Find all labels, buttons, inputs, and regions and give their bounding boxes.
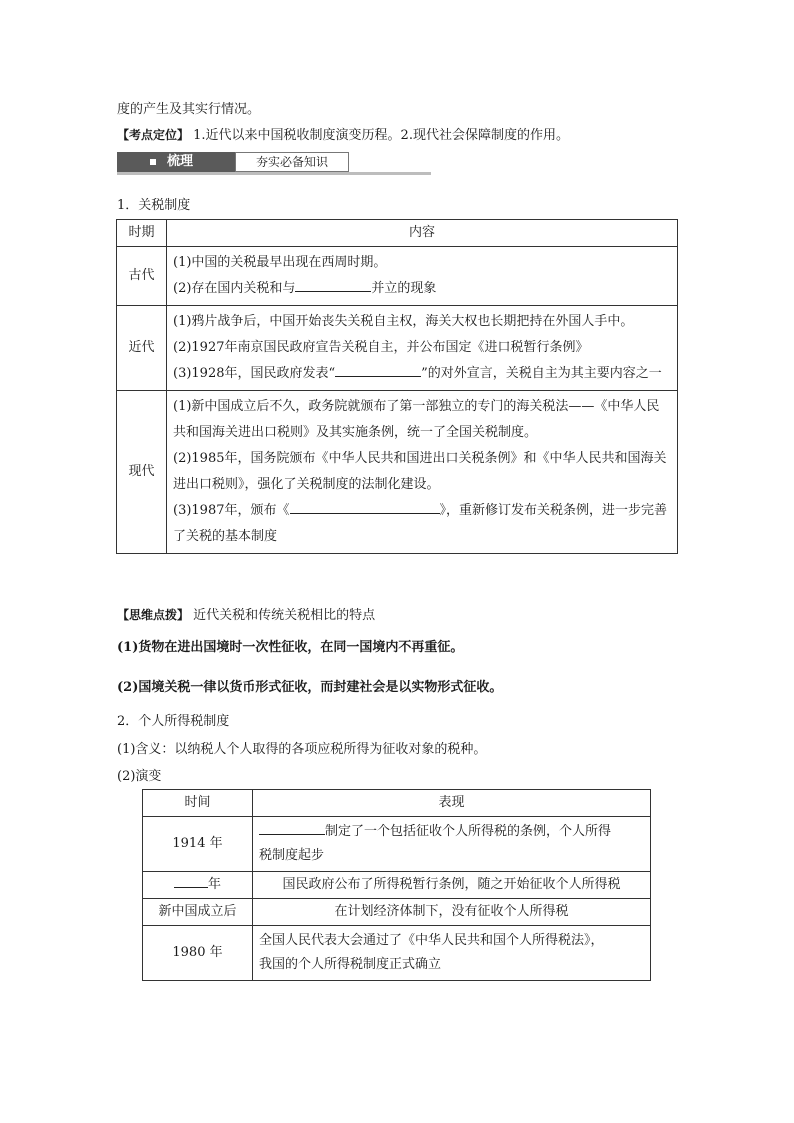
content-cell bbox=[167, 247, 678, 306]
banner-title: 梳理 bbox=[167, 154, 194, 169]
fill-blank[interactable] bbox=[335, 362, 421, 377]
content-line: (1)新中国成立后不久，政务院就颁布了第一部独立的专门的海关税法——《中华人民共和国海关进出口税则》及其实施条例，统一了全国关税制度。 bbox=[173, 399, 660, 440]
period-cell: 近代 bbox=[117, 306, 167, 391]
content-line: (2)1927年南京国民政府宣告关税自主，并公布国定《进口税暂行条例》 bbox=[173, 340, 589, 355]
header-period: 时期 bbox=[117, 220, 167, 247]
content-line: (1)中国的关税最早出现在西周时期。 bbox=[173, 255, 387, 270]
siwei-text: 近代关税和传统关税相比的特点 bbox=[193, 608, 376, 623]
content-cell: 制定了一个包括征收个人所得税的条例，个人所得 税制度起步 bbox=[253, 817, 651, 872]
content-line: (1)鸦片战争后，中国开始丧失关税自主权，海关大权也长期把持在外国人手中。 bbox=[173, 314, 634, 329]
header-content: 内容 bbox=[167, 220, 678, 247]
section2-title: 2．个人所得税制度 bbox=[117, 714, 230, 729]
siwei-point: (1)货物在进出国境时一次性征收，在同一国境内不再重征。 bbox=[117, 640, 464, 655]
table-header-row bbox=[143, 790, 651, 817]
evolution-label: (2)演变 bbox=[117, 769, 162, 784]
time-cell: 1980 年 bbox=[143, 926, 253, 981]
content-cell: 国民政府公布了所得税暂行条例，随之开始征收个人所得税 bbox=[253, 872, 651, 899]
table-row bbox=[143, 899, 651, 926]
banner-subtitle: 夯实必备知识 bbox=[235, 152, 349, 172]
square-bullet-icon bbox=[150, 159, 156, 165]
fill-blank[interactable] bbox=[290, 499, 440, 514]
content-cell bbox=[167, 306, 678, 391]
section1-title: 1．关税制度 bbox=[117, 198, 191, 213]
content-cell: 全国人民代表大会通过了《中华人民共和国个人所得税法》， 我国的个人所得税制度正式确立 bbox=[253, 926, 651, 981]
header-content: 表现 bbox=[253, 790, 651, 817]
income-tax-table bbox=[142, 789, 651, 981]
header-time: 时间 bbox=[143, 790, 253, 817]
table-row bbox=[143, 872, 651, 899]
period-cell: 现代 bbox=[117, 391, 167, 554]
meaning-line: (1)含义：以纳税人个人取得的各项应税所得为征收对象的税种。 bbox=[117, 742, 487, 757]
kaodian-line bbox=[117, 124, 569, 143]
intro-line: 度的产生及其实行情况。 bbox=[117, 102, 261, 117]
fill-blank[interactable] bbox=[174, 873, 208, 888]
siwei-label: 【思维点拨】 bbox=[117, 608, 190, 622]
table-header-row bbox=[117, 220, 678, 247]
time-cell: 1914 年 bbox=[143, 817, 253, 872]
table-row bbox=[143, 926, 651, 981]
banner-rule bbox=[117, 172, 431, 175]
time-cell: 年 bbox=[143, 872, 253, 899]
kaodian-text: 1.近代以来中国税收制度演变历程。2.现代社会保障制度的作用。 bbox=[193, 128, 569, 143]
siwei-point: (2)国境关税一律以货币形式征收，而封建社会是以实物形式征收。 bbox=[117, 680, 503, 695]
content-line: (2)1985年，国务院颁布《中华人民共和国进出口关税条例》和《中华人民共和国海关进出口税则》，强化了关税制度的法制化建设。 bbox=[173, 451, 667, 492]
banner-dark-block bbox=[117, 152, 235, 172]
tariff-table bbox=[116, 219, 678, 554]
period-cell: 古代 bbox=[117, 247, 167, 306]
content-line: (2)存在国内关税和与 并立的现象 bbox=[173, 276, 671, 302]
table-row bbox=[117, 247, 678, 306]
fill-blank[interactable] bbox=[259, 820, 325, 835]
siwei-line bbox=[117, 604, 375, 623]
section-banner bbox=[117, 152, 431, 174]
table-row bbox=[143, 817, 651, 872]
content-line: (3)1987年，颁布《 》，重新修订发布关税条例，进一步完善了关税的基本制度 bbox=[173, 498, 671, 550]
content-cell: 在计划经济体制下，没有征收个人所得税 bbox=[253, 899, 651, 926]
table-row bbox=[117, 306, 678, 391]
time-cell: 新中国成立后 bbox=[143, 899, 253, 926]
fill-blank[interactable] bbox=[295, 277, 371, 292]
table-row bbox=[117, 391, 678, 554]
content-line: (3)1928年，国民政府发表“ ”的对外宣言，关税自主为其主要内容之一 bbox=[173, 361, 671, 387]
content-cell bbox=[167, 391, 678, 554]
kaodian-label: 【考点定位】 bbox=[117, 128, 190, 142]
